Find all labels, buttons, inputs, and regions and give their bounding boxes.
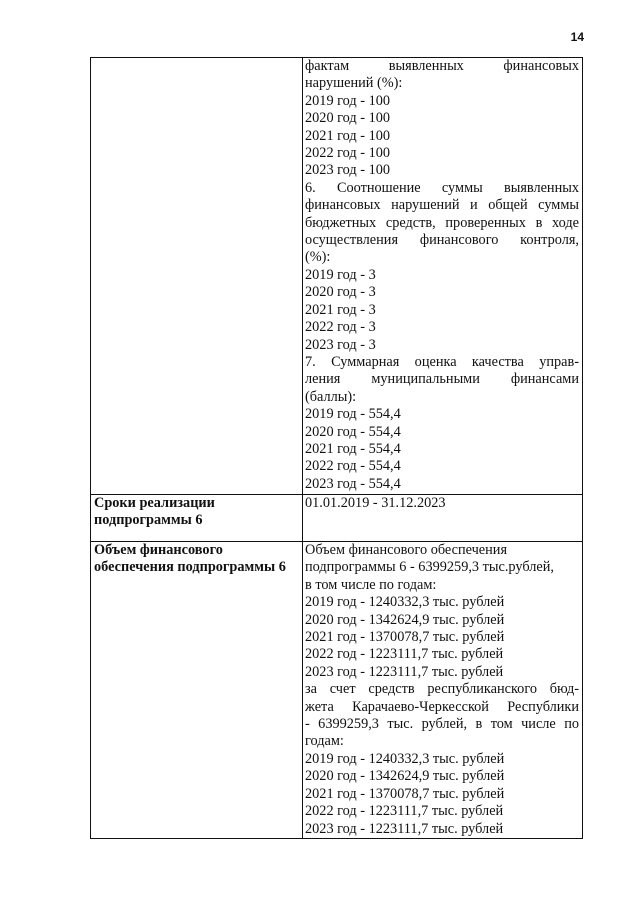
period-value-cell <box>303 495 583 542</box>
funding-source-text: годам: <box>305 733 344 750</box>
period-value: 01.01.2019 - 31.12.2023 <box>305 495 446 511</box>
indicators-label-cell <box>91 58 303 495</box>
indicator-6-year-value: 2021 год - 3 <box>305 301 376 318</box>
funding-source-text: за счет средств республиканского бюд- <box>305 681 579 698</box>
indicator-5-year-value: 2023 год - 100 <box>305 162 391 179</box>
indicator-6-year-value: 2020 год - 3 <box>305 284 376 301</box>
period-label: подпрограммы 6 <box>94 512 203 529</box>
indicator-6-year-value: 2022 год - 3 <box>305 319 376 336</box>
indicator-6-year-value: 2023 год - 3 <box>305 336 376 353</box>
funding-label: обеспечения подпрограммы 6 <box>94 559 286 576</box>
table-row-indicators <box>91 58 583 495</box>
funding-year-total: 2020 год - 1342624,9 тыс. рублей <box>305 611 505 628</box>
funding-intro: подпрограммы 6 - 6399259,3 тыс.рублей, <box>305 559 554 576</box>
funding-value-cell <box>303 542 583 839</box>
indicator-5-year-value: 2021 год - 100 <box>305 127 391 144</box>
continuation-line: нарушений (%): <box>305 75 403 92</box>
indicator-7-text: (баллы): <box>305 388 357 405</box>
funding-year-total: 2021 год - 1370078,7 тыс. рублей <box>305 629 505 646</box>
funding-label-cell <box>91 542 303 839</box>
period-label: Сроки реализации <box>94 495 215 511</box>
funding-year-source: 2019 год - 1240332,3 тыс. рублей <box>305 750 505 767</box>
indicator-7-text: 7. Суммарная оценка качества управ- <box>305 353 579 370</box>
subprogram-passport-table <box>90 57 583 839</box>
period-label-cell <box>91 495 303 542</box>
indicator-7-year-value: 2021 год - 554,4 <box>305 440 401 457</box>
indicator-7-year-value: 2019 год - 554,4 <box>305 406 401 423</box>
indicator-6-text: осуществления финансового контроля, <box>305 232 579 249</box>
indicator-6-text: 6. Соотношение суммы выявленных <box>305 179 579 196</box>
indicator-5-year-value: 2022 год - 100 <box>305 145 391 162</box>
indicators-value-cell <box>303 58 583 495</box>
funding-year-total: 2019 год - 1240332,3 тыс. рублей <box>305 594 505 611</box>
funding-year-source: 2023 год - 1223111,7 тыс. рублей <box>305 820 504 837</box>
funding-intro: в том числе по годам: <box>305 576 437 593</box>
indicator-7-year-value: 2020 год - 554,4 <box>305 423 401 440</box>
indicator-7-year-value: 2023 год - 554,4 <box>305 475 401 492</box>
indicator-7-year-value: 2022 год - 554,4 <box>305 458 401 475</box>
indicator-6-text: бюджетных средств, проверенных в ходе <box>305 214 579 231</box>
funding-year-source: 2022 год - 1223111,7 тыс. рублей <box>305 803 504 820</box>
table-row-funding <box>91 542 583 839</box>
funding-year-total: 2022 год - 1223111,7 тыс. рублей <box>305 646 504 663</box>
funding-label: Объем финансового <box>94 542 223 558</box>
indicator-6-text: (%): <box>305 249 331 266</box>
indicator-7-text: ления муниципальными финансами <box>305 371 579 388</box>
funding-intro: Объем финансового обеспечения <box>305 542 508 558</box>
table-row-period <box>91 495 583 542</box>
funding-year-total: 2023 год - 1223111,7 тыс. рублей <box>305 663 504 680</box>
funding-year-source: 2020 год - 1342624,9 тыс. рублей <box>305 768 505 785</box>
funding-source-text: - 6399259,3 тыс. рублей, в том числе по <box>305 716 579 733</box>
indicator-5-year-value: 2020 год - 100 <box>305 110 391 127</box>
funding-year-source: 2021 год - 1370078,7 тыс. рублей <box>305 785 505 802</box>
indicator-5-year-value: 2019 год - 100 <box>305 92 391 109</box>
continuation-line: фактам выявленных финансовых <box>305 58 579 74</box>
funding-source-text: жета Карачаево-Черкесской Республики <box>305 698 579 715</box>
page-number: 14 <box>570 30 584 44</box>
indicator-6-year-value: 2019 год - 3 <box>305 266 376 283</box>
indicator-6-text: финансовых нарушений и общей суммы <box>305 197 579 214</box>
